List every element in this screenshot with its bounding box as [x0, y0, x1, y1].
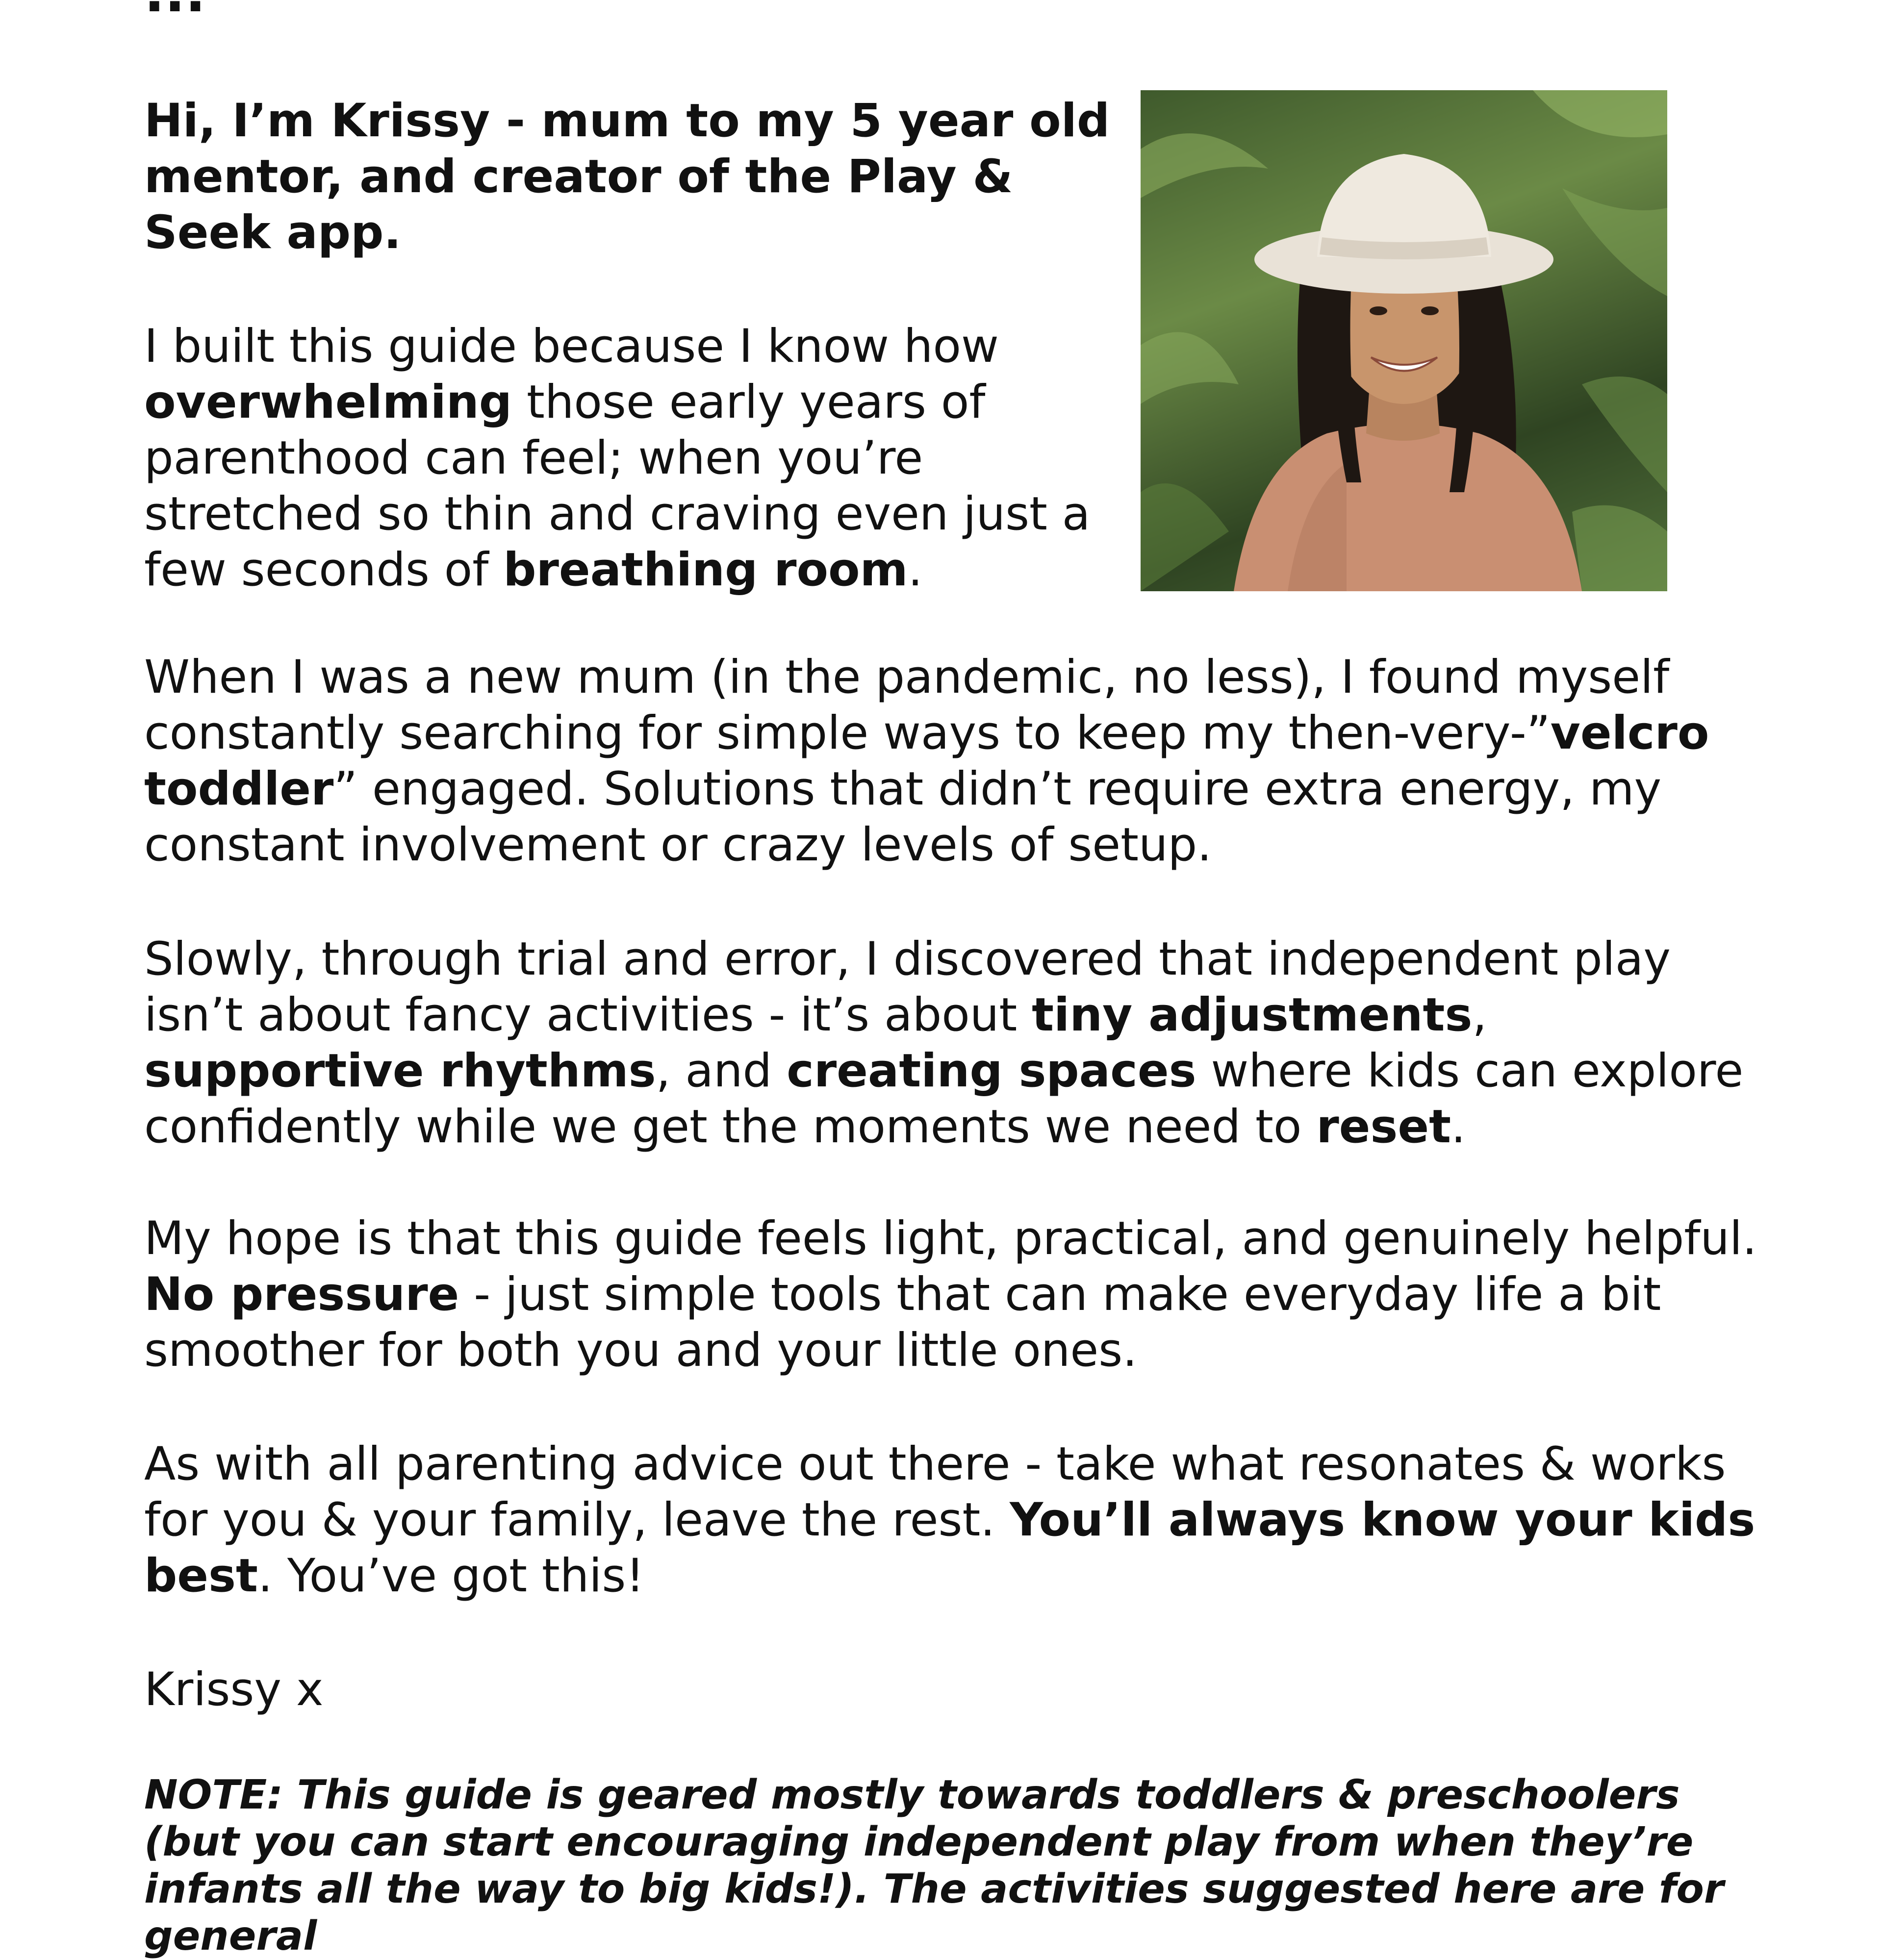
text-run: As with all parenting advice out there - take what resonates & works for you & your family, leave the rest. [144, 1437, 1726, 1547]
bold-run: supportive rhythms [144, 1044, 656, 1098]
text-run: . [908, 543, 923, 597]
bold-run: creating spaces [787, 1044, 1196, 1098]
text-run: . [1451, 1100, 1466, 1154]
text-run: Slowly, through trial and error, I discovered that independent play isn’t about fancy activities - it’s about [144, 932, 1671, 1042]
text-run: When I was a new mum (in the pandemic, no less), I found myself constantly searching for simple ways to keep my then-very-” [144, 651, 1670, 760]
signoff: Krissy x [144, 1663, 324, 1716]
author-photo [1141, 90, 1667, 591]
note-paragraph: NOTE: This guide is geared mostly towards toddlers & preschoolers (but you can start encouraging independent play from when they’re infants all the way to big kids!). The activities suggested here are for general [144, 1772, 1724, 1960]
intro-heading: Hi, I’m Krissy - mum to my 5 year old mentor, and creator of the Play & Seek app. [144, 94, 1110, 259]
paragraph-independent-play [144, 931, 1762, 1155]
text-run: My hope is that this guide feels light, practical, and genuinely helpful. [144, 1212, 1757, 1265]
paragraph-hope [144, 1211, 1762, 1379]
bold-run: velcro toddler [144, 706, 1709, 816]
paragraph-new-mum [144, 650, 1762, 873]
text-run: ” engaged. Solutions that didn’t require extra energy, my constant involvement or crazy levels of setup. [144, 762, 1662, 872]
text-run: - just simple tools that can make everyday life a bit smoother for both you and your little ones. [144, 1268, 1661, 1377]
bold-run: No pressure [144, 1268, 459, 1321]
paragraph-advice [144, 1436, 1762, 1604]
bold-run: You’ll always know your kids best [144, 1493, 1756, 1603]
text-run: . You’ve got this! [257, 1549, 645, 1603]
text-run: I built this guide because I know how [144, 320, 999, 373]
text-run: , [1472, 988, 1487, 1042]
text-run: those early years of parenthood can feel; when you’re stretched so thin and craving even just a few seconds of [144, 376, 1091, 597]
bold-run: tiny adjustments [1032, 988, 1473, 1042]
page-heading-cut [144, 0, 205, 20]
bold-run: reset [1316, 1100, 1451, 1154]
bold-run: overwhelming [144, 376, 512, 429]
bold-run: breathing room [503, 543, 908, 597]
portrait-photo-icon [1141, 90, 1667, 591]
text-run: , and [656, 1044, 787, 1098]
paragraph-guide-purpose [144, 319, 1125, 598]
text-run: where kids can explore confidently while we get the moments we need to [144, 1044, 1744, 1154]
